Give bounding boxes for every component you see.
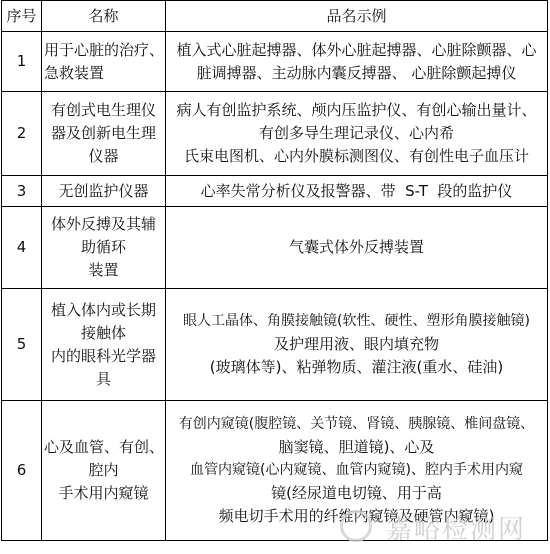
row-name-line: 接触体 bbox=[80, 323, 126, 342]
row-examples bbox=[166, 32, 548, 92]
row-name-line: 有创式电生理仪 bbox=[50, 101, 156, 119]
watermark: 嘉峪检测网 bbox=[385, 515, 526, 545]
row-example-line: 氏束电图机、心内外膜标测图仪、有创性电子血压计 bbox=[183, 147, 529, 165]
row-example-line: 有创多导生理记录仪、心内希 bbox=[258, 124, 454, 142]
watermark-logo-icon bbox=[340, 510, 372, 542]
table-row bbox=[2, 289, 548, 401]
row-example-line: 眼人工晶体、角膜接触镜(软性、硬性、塑形角膜接触镜) bbox=[183, 313, 530, 329]
row-name-line: 无创监护仪器 bbox=[58, 181, 149, 200]
header-examples: 品名示例 bbox=[166, 1, 548, 32]
row-name-line: 用于心脏的治疗、 bbox=[44, 40, 165, 59]
table-row bbox=[2, 92, 548, 176]
row-serial-no: 4 bbox=[2, 207, 42, 289]
row-serial-no: 2 bbox=[2, 92, 42, 176]
header-serial-no: 序号 bbox=[2, 1, 42, 32]
row-name-line: 内的眼科光学器 bbox=[50, 346, 156, 365]
row-name bbox=[42, 289, 166, 401]
row-name-line: 心及血管、有创、 bbox=[44, 438, 165, 456]
row-serial-no: 5 bbox=[2, 289, 42, 401]
row-example-line: 脏调搏器、主动脉内囊反搏器、 心脏除颤起搏仪 bbox=[196, 63, 517, 82]
row-name bbox=[42, 92, 166, 176]
row-name-line: 急救装置 bbox=[44, 63, 105, 82]
row-name bbox=[42, 176, 166, 207]
row-example-line: 气囊式体外反搏装置 bbox=[288, 238, 424, 256]
row-example-line: 心率失常分析仪及报警器、带 S-T 段的监护仪 bbox=[200, 181, 513, 200]
row-name-line: 手术用内窥镜 bbox=[58, 484, 149, 502]
row-serial-no: 1 bbox=[2, 32, 42, 92]
row-example-line: 脑窦镜、胆道镜)、心及 bbox=[278, 438, 435, 456]
table-row bbox=[2, 176, 548, 207]
header-name: 名称 bbox=[42, 1, 166, 32]
row-examples bbox=[166, 92, 548, 176]
row-examples bbox=[166, 289, 548, 401]
row-example-line: 频电切手术用的纤维内窥镜及硬管内窥镜) bbox=[218, 507, 495, 525]
row-example-line: 镜(经尿道电切镜、用于高 bbox=[271, 484, 442, 502]
row-example-line: 有创内窥镜(腹腔镜、关节镜、肾镜、胰腺镜、椎间盘镜、 bbox=[178, 416, 535, 432]
row-name-line: 装置 bbox=[88, 261, 119, 279]
header-row bbox=[2, 1, 548, 32]
table-row bbox=[2, 32, 548, 92]
row-example-line: 植入式心脏起搏器、体外心脏起搏器、心脏除颤器、心 bbox=[176, 40, 537, 59]
row-examples bbox=[166, 207, 548, 289]
device-catalog-table bbox=[1, 0, 548, 541]
table-row bbox=[2, 207, 548, 289]
row-example-line: 及护理用液、眼内填充物 bbox=[273, 335, 439, 353]
row-name-line: 仪器 bbox=[88, 147, 119, 165]
row-name-line: 体外反搏及其辅 bbox=[50, 215, 156, 233]
row-example-line: (玻璃体等)、粘弹物质、灌注液(重水、硅油) bbox=[209, 358, 504, 376]
row-name bbox=[42, 32, 166, 92]
row-name-line: 腔内 bbox=[88, 461, 119, 479]
row-name-line: 植入体内或长期 bbox=[50, 300, 156, 319]
row-serial-no: 6 bbox=[2, 401, 42, 541]
row-name bbox=[42, 401, 166, 541]
row-example-line: 血管内窥镜(心内窥镜、血管内窥镜)、腔内手术用内窥 bbox=[190, 462, 523, 478]
row-serial-no: 3 bbox=[2, 176, 42, 207]
row-name-line: 器及创新电生理 bbox=[50, 124, 156, 142]
row-name bbox=[42, 207, 166, 289]
row-examples bbox=[166, 176, 548, 207]
row-name-line: 具 bbox=[95, 369, 111, 388]
row-name-line: 助循环 bbox=[80, 238, 126, 256]
row-example-line: 病人有创监护系统、颅内压监护仪、有创心输出量计、 bbox=[176, 101, 537, 119]
